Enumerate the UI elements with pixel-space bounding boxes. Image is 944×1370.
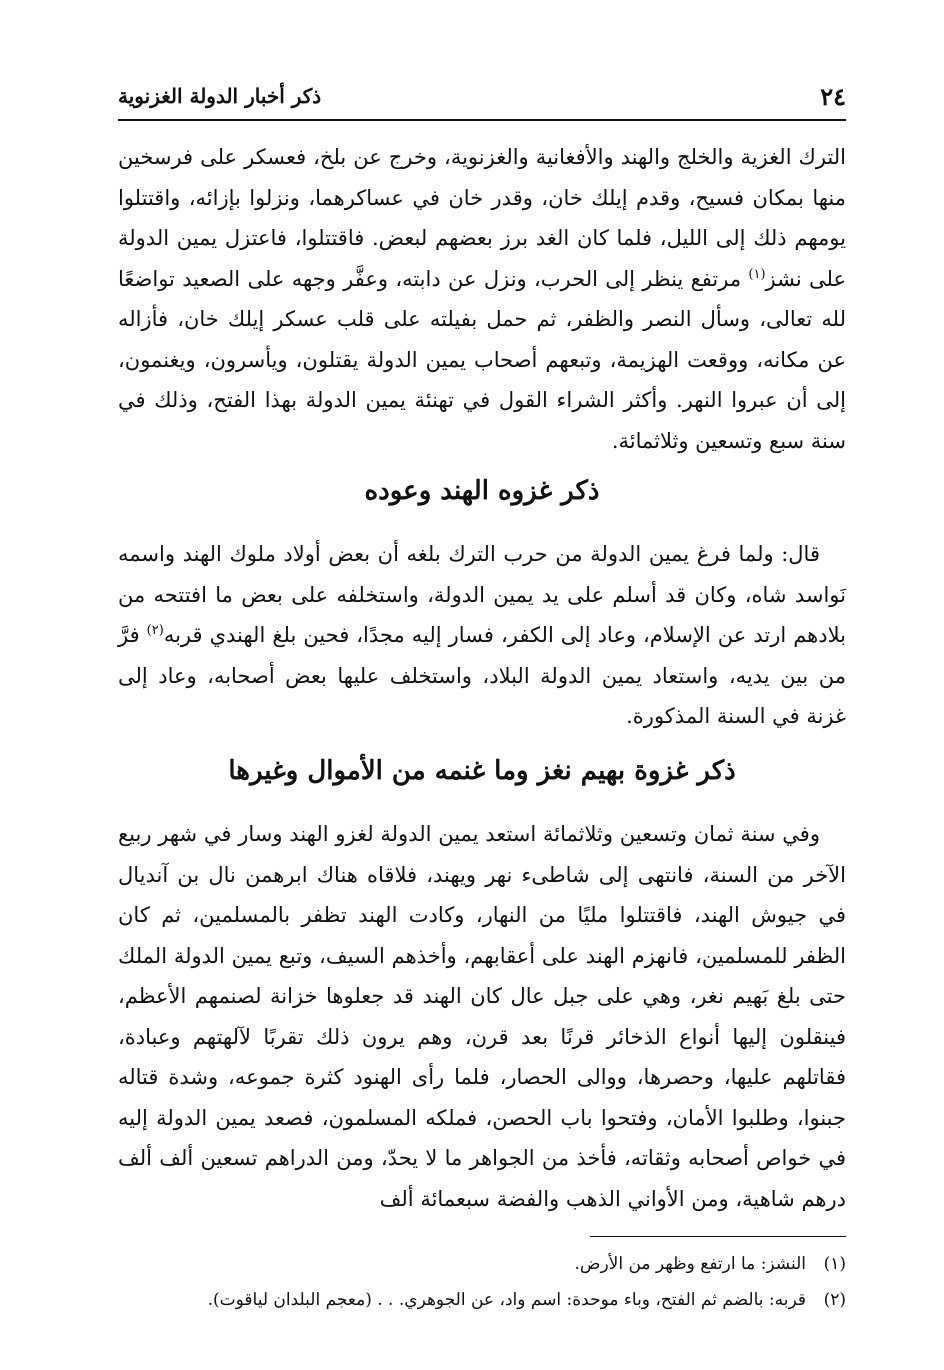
- paragraph-1-part-2: مرتفع ينظر إلى الحرب، ونزل عن دابته، وعفَّر وجهه على الصعيد تواضعًا لله تعالى، وسأل النصر والظفر، ثم حمل بفيلته على قلب عسكر إيلك خان، فأزاله عن مكانه، ووقعت الهزيمة، وتبعهم أصحاب يمين الدولة يقتلون، ويأسرون، ويغنمون، إلى أن عبروا النهر. وأكثر الشراء القول في تهنئة يمين الدولة بهذا الفتح، وذلك في سنة سبع وتسعين وثلاثمائة.: [118, 266, 846, 453]
- section-heading-2: ذكر غزوة بهيم نغز وما غنمه من الأموال وغيرها: [228, 756, 736, 786]
- footnote-2-number: (٢): [823, 1290, 846, 1310]
- paragraph-1-part-1: الترك الغزية والخلج والهند والأفغانية والغزنوية، وخرج عن بلخ، فعسكر على فرسخين منها بمكان فسيح، وقدم إيلك خان، وقدر خان في عساكرهما، ونزلوا بإزائه، واقتتلوا يومهم ذلك إلى الليل، فلما كان الغد برز بعضهم لبعض. فاقتتلوا، فاعتزل يمين الدولة على نشز: [118, 145, 846, 291]
- footnote-ref-2: (٢): [146, 623, 164, 638]
- footnote-1-number: (١): [823, 1254, 846, 1274]
- section-heading-1: ذكر غزوه الهند وعوده: [364, 476, 600, 506]
- footnote-2-text: قربه: بالضم ثم الفتح، وباء موحدة: اسم واد، عن الجوهري. . . (معجم البلدان لياقوت).: [207, 1290, 806, 1310]
- paragraph-1: [118, 137, 846, 461]
- running-header: [118, 78, 846, 118]
- paragraph-2-part-2: فرَّ من بين يديه، واستعاد يمين الدولة البلاد، واستخلف عليها بعض أصحابه، وعاد إلى غزنة في السنة المذكورة.: [118, 623, 846, 728]
- footnote-1: [118, 1246, 846, 1282]
- page-number: ٢٤: [820, 82, 846, 111]
- footnote-rule: [590, 1236, 846, 1237]
- footnote-1-text: النشز: ما ارتفع وظهر من الأرض.: [574, 1254, 806, 1274]
- header-rule: [118, 119, 846, 121]
- footnote-2: [118, 1282, 846, 1318]
- running-title: ذكر أخبار الدولة الغزنوية: [118, 84, 322, 108]
- paragraph-3: [118, 814, 846, 1219]
- footnotes: [118, 1246, 846, 1318]
- paragraph-2: [118, 534, 846, 737]
- paragraph-3-text: وفي سنة ثمان وتسعين وثلاثمائة استعد يمين الدولة لغزو الهند وسار في شهر ربيع الآخر من السنة، فانتهى إلى شاطىء نهر ويهند، فلاقاه هناك ابرهمن نال بن آنديال في جيوش الهند، فاقتتلوا مليًا من النهار، وكادت الهند تظفر بالمسلمين، ثم كان الظفر للمسلمين، فانهزم الهند على أعقابهم، وأخذهم السيف، وتبع يمين الدولة الملك حتى بلغ بَهيم نغر، وهي على جبل عال كان الهند قد جعلوها خزانة لصنمهم الأعظم، فينقلون إليها أنواع الذخائر قرنًا بعد قرن، وهم يرون ذلك تقربًا لآلهتهم وعبادة، فقاتلهم عليها، وحصرها، ووالى الحصار، فلما رأى الهنود كثرة جموعه، وشدة قتاله جبنوا، وطلبوا الأمان، وفتحوا باب الحصن، فملكه المسلمون، فصعد يمين الدولة إليه في خواص أصحابه وثقاته، فأخذ من الجواهر ما لا يحدّ، ومن الدراهم تسعين ألف ألف درهم شاهية، ومن الأواني الذهب والفضة سبعمائة ألف: [118, 822, 846, 1211]
- paragraph-2-part-1: قال: ولما فرغ يمين الدولة من حرب الترك بلغه أن بعض أولاد ملوك الهند واسمه نَواسد شاه، وكان قد أسلم على يد يمين الدولة، واستخلفه على بعض ما افتتحه من بلادهم ارتد عن الإسلام، وعاد إلى الكفر، فسار إليه مجدًا، فحين بلغ الهندي قربه: [118, 542, 846, 647]
- footnote-ref-1: (١): [748, 266, 766, 282]
